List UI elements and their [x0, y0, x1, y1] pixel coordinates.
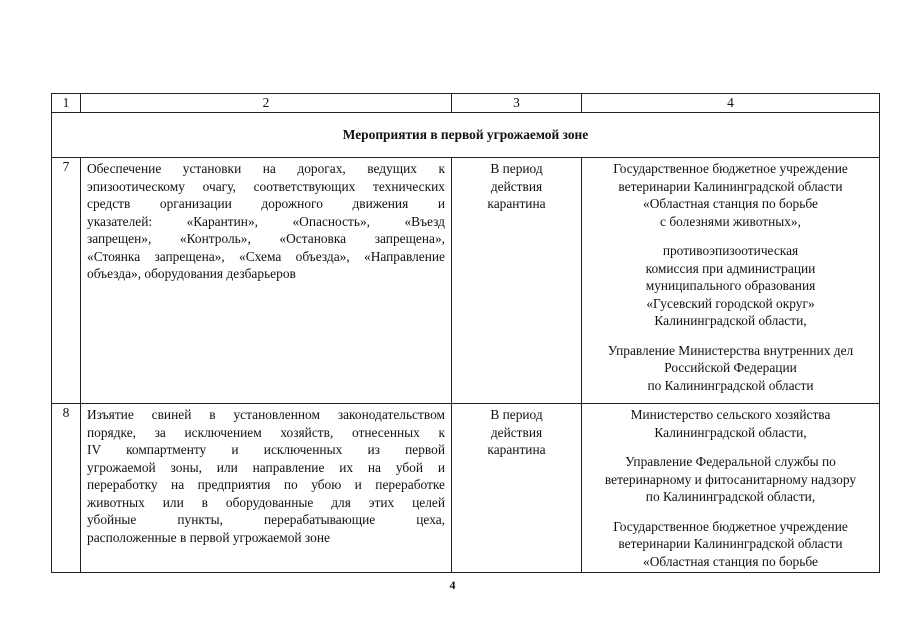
responsible-line: Калининградской области, [654, 313, 807, 328]
row-number: 8 [52, 404, 81, 573]
section-row [52, 113, 880, 158]
measure-line: порядке, за исключением хозяйств, отнесенных к [87, 424, 445, 440]
responsible-line: «Гусевский городской округ» [646, 295, 815, 311]
header-col-4: 4 [582, 94, 880, 113]
responsible-block [586, 406, 875, 441]
period-cell [452, 404, 582, 573]
page-number: 4 [449, 578, 456, 592]
responsible-line: «Областная станция по борьбе [643, 553, 818, 569]
period-line: карантина [487, 196, 546, 211]
responsible-line: «Областная станция по борьбе [643, 196, 818, 211]
measure-line: объезда», оборудования дезбарьеров [87, 266, 296, 281]
responsible-line: Управление Федеральной службы по [625, 454, 836, 469]
responsible-line: Государственное бюджетное учреждение [613, 161, 848, 176]
responsible-block [586, 242, 875, 330]
responsible-line: Калининградской области, [654, 424, 807, 440]
responsible-line: Управление Министерства внутренних дел [607, 342, 854, 358]
measure-line: эпизоотическому очагу, соответствующих технических [87, 178, 445, 194]
period-line: карантина [487, 442, 546, 457]
measures-table [51, 93, 880, 573]
responsible-line: муниципального образования [645, 278, 816, 293]
period-line: В период [490, 407, 543, 422]
responsible-line: по Калининградской области, [645, 489, 816, 504]
measure-cell [81, 404, 452, 573]
measure-line: животных или в оборудованные для этих целей [87, 494, 445, 510]
responsible-line: ветеринарному и фитосанитарному надзору [604, 471, 857, 487]
period-cell [452, 158, 582, 404]
period-line: действия [490, 424, 543, 440]
measure-line: Изъятие свиней в установленном законодательством [87, 407, 445, 422]
responsible-block [586, 342, 875, 395]
period-line: В период [490, 161, 543, 176]
table-row [52, 404, 880, 573]
responsible-line: Министерство сельского хозяйства [630, 407, 831, 422]
header-col-2: 2 [81, 94, 452, 113]
header-row [52, 94, 880, 113]
responsible-line: ветеринарии Калининградской области [618, 536, 843, 551]
measure-line: IV компартменту и исключенных из первой [87, 442, 445, 457]
measure-line: Обеспечение установки на дорогах, ведущих к [87, 161, 445, 176]
period-line: действия [490, 178, 543, 194]
header-col-1: 1 [52, 94, 81, 113]
responsible-cell [582, 404, 880, 573]
row-number: 7 [52, 158, 81, 404]
responsible-line: противоэпизоотическая [662, 243, 799, 258]
header-col-3: 3 [452, 94, 582, 113]
measure-cell [81, 158, 452, 404]
measure-line: угрожаемой зоны, или направление их на убой и [87, 459, 445, 475]
responsible-line: комиссия при администрации [645, 260, 816, 276]
responsible-block [586, 518, 875, 571]
responsible-block [586, 453, 875, 506]
responsible-cell [582, 158, 880, 404]
table-row [52, 158, 880, 404]
responsible-line: ветеринарии Калининградской области [618, 178, 843, 194]
measure-line: запрещен», «Контроль», «Остановка запрещена», [87, 231, 445, 246]
measure-line: указателей: «Карантин», «Опасность», «Въезд [87, 213, 445, 229]
responsible-line: по Калининградской области [647, 377, 814, 393]
responsible-block [586, 160, 875, 230]
measure-line: расположенные в первой угрожаемой зоне [87, 529, 330, 545]
measure-line: «Стоянка запрещена», «Схема объезда», «Направление [87, 248, 445, 264]
responsible-line: с болезнями животных», [660, 213, 801, 229]
measure-line: переработку на предприятия по убою и переработке [87, 477, 445, 492]
measure-line: убойные пункты, перерабатывающие цеха, [87, 512, 445, 527]
section-title: Мероприятия в первой угрожаемой зоне [52, 113, 880, 158]
measure-line: средств организации дорожного движения и [87, 196, 445, 211]
responsible-line: Государственное бюджетное учреждение [613, 518, 848, 534]
responsible-line: Российской Федерации [664, 360, 797, 375]
